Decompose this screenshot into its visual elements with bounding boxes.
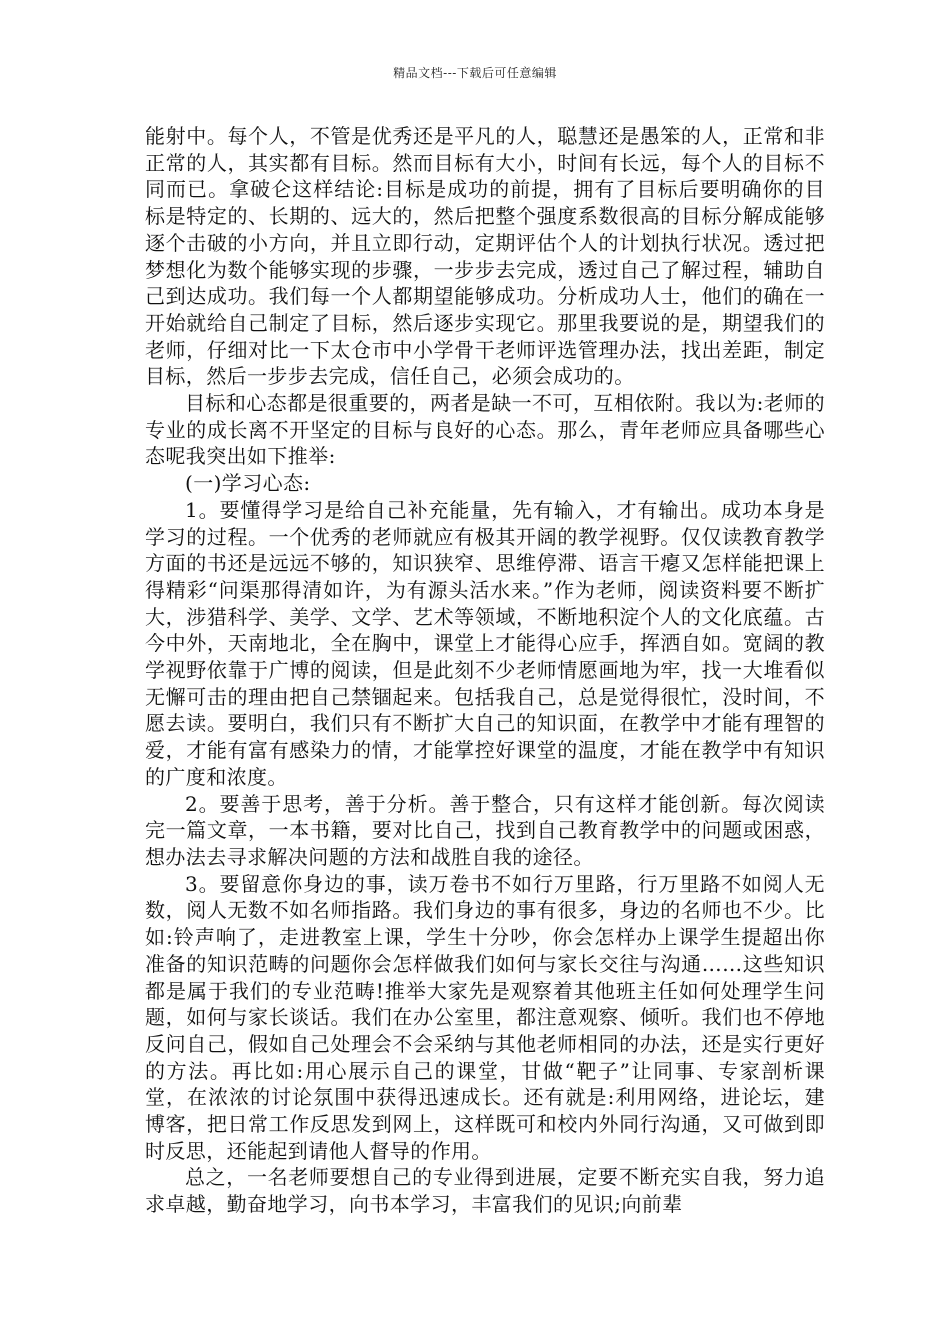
page-header: 精品文档---下载后可任意编辑: [393, 66, 557, 80]
body-text: [145, 123, 825, 1218]
paragraph-point-1: 1。要懂得学习是给自己补充能量，先有输入，才有输出。成功本身是学习的过程。一个优秀的老师就应有极其开阔的教学视野。仅仅读教育教学方面的书还是远远不够的，知识狭窄、思维停滞、语言干瘪又怎样能把课上得精彩“问渠那得清如许，为有源头活水来。”作为老师，阅读资料要不断扩大，涉猎科学、美学、文学、艺术等领域，不断地积淀个人的文化底蕴。古今中外，天南地北，全在胸中，课堂上才能得心应手，挥洒自如。宽阔的教学视野依靠于广博的阅读，但是此刻不少老师情愿画地为牢，找一大堆看似无懈可击的理由把自己禁锢起来。包括我自己，总是觉得很忙，没时间，不愿去读。要明白，我们只有不断扩大自己的知识面，在教学中才能有理智的爱，才能有富有感染力的情，才能掌控好课堂的温度，才能在教学中有知识的广度和浓度。: [145, 497, 825, 789]
section-heading-learning: (一)学习心态:: [185, 471, 311, 496]
paragraph-point-2: 2。要善于思考，善于分析。善于整合，只有这样才能创新。每次阅读完一篇文章，一本书籍，要对比自己，找到自己教育教学中的问题或困惑，想办法去寻求解决问题的方法和战胜自我的途径。: [145, 791, 825, 869]
paragraph-point-3: 3。要留意你身边的事，读万卷书不如行万里路，行万里路不如阅人无数，阅人无数不如名师指路。我们身边的事有很多，身边的名师也不少。比如:铃声响了，走进教室上课，学生十分吵，你会怎样办上课学生提超出你准备的知识范畴的问题你会怎样做我们如何与家长交往与沟通……这些知识都是属于我们的专业范畴!推举大家先是观察着其他班主任如何处理学生问题，如何与家长谈话。我们在办公室里，都注意观察、倾听。我们也不停地反问自己，假如自己处理会不会采纳与其他老师相同的办法，还是实行更好的方法。再比如:用心展示自己的课堂，甘做“靶子”让同事、专家剖析课堂，在浓浓的讨论氛围中获得迅速成长。还有就是:利用网络，进论坛，建博客，把日常工作反思发到网上，这样既可和校内外同行沟通，又可做到即时反思，还能起到请他人督导的作用。: [145, 871, 825, 1163]
paragraph-mindset-intro: 目标和心态都是很重要的，两者是缺一不可，互相依附。我以为:老师的专业的成长离不开坚定的目标与良好的心态。那么，青年老师应具备哪些心态呢我突出如下推举:: [145, 391, 825, 469]
paragraph-conclusion: 总之，一名老师要想自己的专业得到进展，定要不断充实自我，努力追求卓越，勤奋地学习，向书本学习，丰富我们的见识;向前辈: [145, 1165, 825, 1217]
paragraph-goals: 能射中。每个人，不管是优秀还是平凡的人，聪慧还是愚笨的人，正常和非正常的人，其实都有目标。然而目标有大小，时间有长远，每个人的目标不同而已。拿破仑这样结论:目标是成功的前提，拥有了目标后要明确你的目标是特定的、长期的、远大的，然后把整个强度系数很高的目标分解成能够逐个击破的小方向，并且立即行动，定期评估个人的计划执行状况。透过把梦想化为数个能够实现的步骤，一步步去完成，透过自己了解过程，辅助自己到达成功。我们每一个人都期望能够成功。分析成功人士，他们的确在一开始就给自己制定了目标，然后逐步实现它。那里我要说的是，期望我们的老师，仔细对比一下太仓市中小学骨干老师评选管理办法，找出差距，制定目标，然后一步步去完成，信任自己，必须会成功的。: [145, 124, 825, 389]
